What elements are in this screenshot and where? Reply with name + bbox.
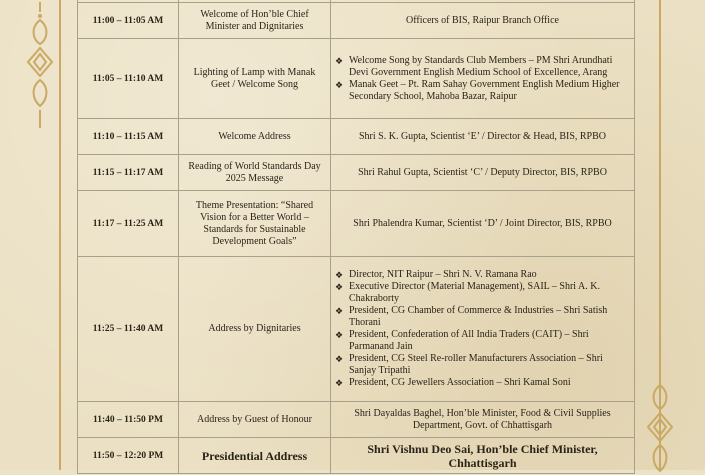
time-cell: 11:50 – 12:20 PM <box>78 438 179 474</box>
list-item: ❖ President, CG Steel Re-roller Manufacturers Association – Shri Sanjay Tripathi <box>335 353 603 376</box>
table-row <box>78 119 635 155</box>
session-cell: Welcome of Hon’ble Chief Minister and Dignitaries <box>179 3 331 39</box>
speaker-list-cell <box>331 257 635 402</box>
time-cell: 11:40 – 11:50 PM <box>78 402 179 438</box>
table-row <box>78 39 635 119</box>
time-cell: 11:00 – 11:05 AM <box>78 3 179 39</box>
table-row <box>78 155 635 191</box>
list-item: ❖ President, CG Chamber of Commerce & Industries – Shri Satish Thorani <box>335 305 608 328</box>
time-cell: 11:17 – 11:25 AM <box>78 191 179 257</box>
speaker-cell: Shri Vishnu Deo Sai, Hon’ble Chief Minister, Chhattisgarh <box>331 438 635 474</box>
list-item: ❖ President, Confederation of All India Traders (CAIT) – Shri Parmanand Jain <box>335 329 589 352</box>
speaker-cell: Shri Dayaldas Baghel, Hon’ble Minister, Food & Civil Supplies Department, Govt. of Chhattisgarh <box>331 402 635 438</box>
speaker-cell: Shri S. K. Gupta, Scientist ‘E’ / Director & Head, BIS, RPBO <box>331 119 635 155</box>
bullet-icon: ❖ <box>335 378 344 388</box>
table-row <box>78 257 635 402</box>
time-cell: 11:15 – 11:17 AM <box>78 155 179 191</box>
list-item: ❖ Manak Geet – Pt. Ram Sahay Government English Medium Higher Secondary School, Mahoba Bazar, Raipur <box>335 78 620 102</box>
bullet-icon: ❖ <box>335 79 344 90</box>
ornament-left-icon <box>25 0 55 130</box>
left-frame-line <box>59 0 61 470</box>
time-cell: 11:05 – 11:10 AM <box>78 39 179 119</box>
list-item: ❖ Welcome Song by Standards Club Members – PM Shri Arundhati Devi Government English Medium School of Excellence, Arang <box>335 54 613 78</box>
table-row <box>78 438 635 474</box>
session-cell: Lighting of Lamp with Manak Geet / Welcome Song <box>179 39 331 119</box>
bullet-icon: ❖ <box>335 282 344 292</box>
session-cell: Reading of World Standards Day 2025 Message <box>179 155 331 191</box>
bullet-list <box>335 55 630 103</box>
table-row <box>78 3 635 39</box>
bullet-icon: ❖ <box>335 270 344 280</box>
time-cell: 11:10 – 11:15 AM <box>78 119 179 155</box>
table-row <box>78 191 635 257</box>
session-cell: Theme Presentation: “Shared Vision for a Better World – Standards for Sustainable Development Goals” <box>179 191 331 257</box>
speaker-cell: Shri Rahul Gupta, Scientist ‘C’ / Deputy Director, BIS, RPBO <box>331 155 635 191</box>
bullet-list <box>335 269 630 389</box>
ornament-right-icon <box>645 365 675 475</box>
session-cell: Address by Dignitaries <box>179 257 331 402</box>
speaker-cell: Shri Phalendra Kumar, Scientist ‘D’ / Joint Director, BIS, RPBO <box>331 191 635 257</box>
session-cell: Welcome Address <box>179 119 331 155</box>
agenda-table <box>77 0 635 474</box>
speaker-cell: Officers of BIS, Raipur Branch Office <box>331 3 635 39</box>
session-cell: Address by Guest of Honour <box>179 402 331 438</box>
speaker-list-cell <box>331 39 635 119</box>
list-item: ❖ Executive Director (Material Management), SAIL – Shri A. K. Chakraborty <box>335 281 600 304</box>
bullet-icon: ❖ <box>335 55 344 66</box>
bullet-icon: ❖ <box>335 306 344 316</box>
list-item: ❖ Director, NIT Raipur – Shri N. V. Ramana Rao <box>335 269 537 280</box>
time-cell: 11:25 – 11:40 AM <box>78 257 179 402</box>
bullet-icon: ❖ <box>335 354 344 364</box>
list-item: ❖ President, CG Jewellers Association – Shri Kamal Soni <box>335 377 571 388</box>
table-row <box>78 402 635 438</box>
bullet-icon: ❖ <box>335 330 344 340</box>
session-cell: Presidential Address <box>179 438 331 474</box>
